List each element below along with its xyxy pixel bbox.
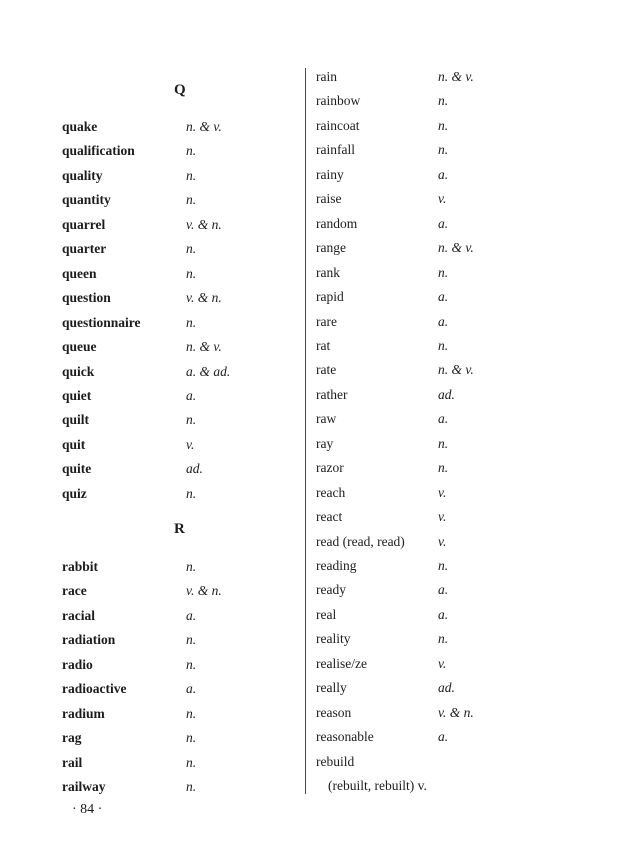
entry-word: rank (316, 264, 340, 280)
entry-word: ray (316, 435, 334, 451)
entry-word: rabbit (62, 559, 99, 574)
entry-word: real (316, 606, 337, 622)
entry-part-of-speech: a. (438, 582, 449, 598)
entry-word: range (316, 240, 346, 256)
entry-word: reasonable (316, 729, 374, 745)
entry-word: rebuild (316, 753, 355, 769)
entry-part-of-speech: n. & v. (186, 339, 222, 355)
entry-word: rat (316, 337, 331, 353)
entry-part-of-speech: n. (186, 143, 197, 159)
entry-word: queue (62, 339, 97, 355)
entry-part-of-speech: n. (438, 460, 449, 476)
entry-part-of-speech: n. & v. (186, 119, 222, 134)
entry-part-of-speech: n. (438, 631, 449, 647)
entry-word: quite (62, 461, 92, 477)
entry-part-of-speech: ad. (438, 386, 455, 402)
entry-word: rainy (316, 166, 344, 182)
entry-word: quality (62, 167, 103, 183)
entry-part-of-speech: n. (186, 656, 197, 672)
entry-word: radium (62, 705, 105, 721)
entry-part-of-speech: n. & v. (438, 362, 474, 378)
entry-word: radiation (62, 632, 116, 648)
entry-part-of-speech: n. (186, 779, 197, 795)
entry-word: radioactive (62, 681, 127, 697)
entry-word: react (316, 509, 343, 525)
entry-word: reach (316, 484, 346, 500)
entry-part-of-speech: a. (186, 681, 197, 697)
entry-part-of-speech: n. (186, 559, 197, 574)
entry-word: quantity (62, 192, 111, 208)
entry-part-of-speech: n. (438, 264, 449, 280)
entry-word: quarter (62, 241, 107, 257)
entry-word: rare (316, 313, 337, 329)
entry-word: reading (316, 558, 357, 573)
entry-part-of-speech: n. (186, 730, 197, 746)
entry-word: quilt (62, 412, 90, 428)
entry-word: question (62, 290, 111, 306)
entry-word: rainfall (316, 142, 355, 158)
entry-part-of-speech: a. (438, 166, 449, 182)
entry-word: quiet (62, 387, 92, 403)
entry-word: rate (316, 362, 337, 378)
entry-word: razor (316, 460, 344, 476)
entry-word: raise (316, 191, 342, 207)
entry-word: qualification (62, 143, 135, 159)
entry-word: railway (62, 779, 106, 795)
entry-part-of-speech: v. (438, 655, 447, 671)
entry-word: rain (316, 69, 337, 84)
entry-part-of-speech: n. (438, 558, 449, 573)
entry-part-of-speech: v. & n. (186, 216, 222, 232)
entry-word: random (316, 215, 358, 231)
entry-part-of-speech: n. (438, 117, 449, 133)
entry-part-of-speech: n. (186, 632, 197, 648)
entry-part-of-speech: n. (186, 485, 197, 501)
entry-part-of-speech: n. (438, 142, 449, 158)
entry-part-of-speech: ad. (186, 461, 203, 477)
entry-part-of-speech: a. (438, 411, 449, 427)
entry-part-of-speech: n. (438, 337, 449, 353)
entry-part-of-speech: ad. (438, 680, 455, 696)
entry-word: raw (316, 411, 337, 427)
entry-continuation: (rebuilt, rebuilt) v. (328, 778, 427, 794)
entry-part-of-speech: v. (438, 484, 447, 500)
entry-part-of-speech: a. (438, 215, 449, 231)
entry-part-of-speech: n. & v. (438, 240, 474, 256)
entry-part-of-speech: v. & n. (186, 583, 222, 599)
entry-word: really (316, 680, 347, 696)
entry-part-of-speech: a. (438, 729, 449, 745)
entry-word: rail (62, 754, 83, 770)
entry-part-of-speech: n. (186, 705, 197, 721)
entry-part-of-speech: n. & v. (438, 69, 474, 84)
page-number: · 84 · (72, 802, 103, 817)
entry-word: quarrel (62, 216, 106, 232)
entry-part-of-speech: a. (438, 289, 449, 305)
section-heading-r: R (174, 521, 185, 537)
entry-part-of-speech: v. & n. (438, 704, 474, 720)
entry-word: reality (316, 631, 351, 647)
entry-word: quit (62, 436, 86, 452)
entry-word: reason (316, 704, 352, 720)
entry-part-of-speech: v. & n. (186, 290, 222, 306)
entry-word: radio (62, 656, 93, 672)
right-column (316, 0, 616, 855)
entry-part-of-speech: n. (186, 192, 197, 208)
entry-word: raincoat (316, 117, 360, 133)
entry-part-of-speech: n. (186, 412, 197, 428)
entry-part-of-speech: n. (186, 754, 197, 770)
entry-part-of-speech: a. (438, 606, 449, 622)
entry-word: questionnaire (62, 314, 141, 330)
entry-word: read (read, read) (316, 533, 405, 549)
section-heading-q: Q (174, 82, 186, 98)
entry-part-of-speech: n. (438, 435, 449, 451)
entry-word: rainbow (316, 93, 361, 109)
entry-word: racial (62, 607, 95, 623)
entry-part-of-speech: a. (438, 313, 449, 329)
entry-part-of-speech: a. (186, 607, 197, 623)
entry-part-of-speech: a. & ad. (186, 363, 231, 379)
entry-part-of-speech: a. (186, 387, 197, 403)
entry-part-of-speech: n. (186, 167, 197, 183)
entry-word: rather (316, 386, 348, 402)
entry-word: quake (62, 119, 98, 134)
column-divider (305, 68, 306, 794)
entry-part-of-speech: n. (186, 265, 197, 281)
entry-word: realise/ze (316, 655, 367, 671)
entry-part-of-speech: v. (438, 509, 447, 525)
entry-word: queen (62, 265, 97, 281)
entry-part-of-speech: v. (186, 436, 195, 452)
entry-word: race (62, 583, 87, 599)
entry-part-of-speech: v. (438, 191, 447, 207)
entry-word: ready (316, 582, 346, 598)
entry-word: rapid (316, 289, 344, 305)
entry-part-of-speech: n. (186, 241, 197, 257)
entry-part-of-speech: n. (186, 314, 197, 330)
entry-word: quick (62, 363, 95, 379)
entry-part-of-speech: n. (438, 93, 449, 109)
entry-word: rag (62, 730, 82, 746)
entry-part-of-speech: v. (438, 533, 447, 549)
entry-word: quiz (62, 485, 87, 501)
left-column (62, 0, 302, 855)
